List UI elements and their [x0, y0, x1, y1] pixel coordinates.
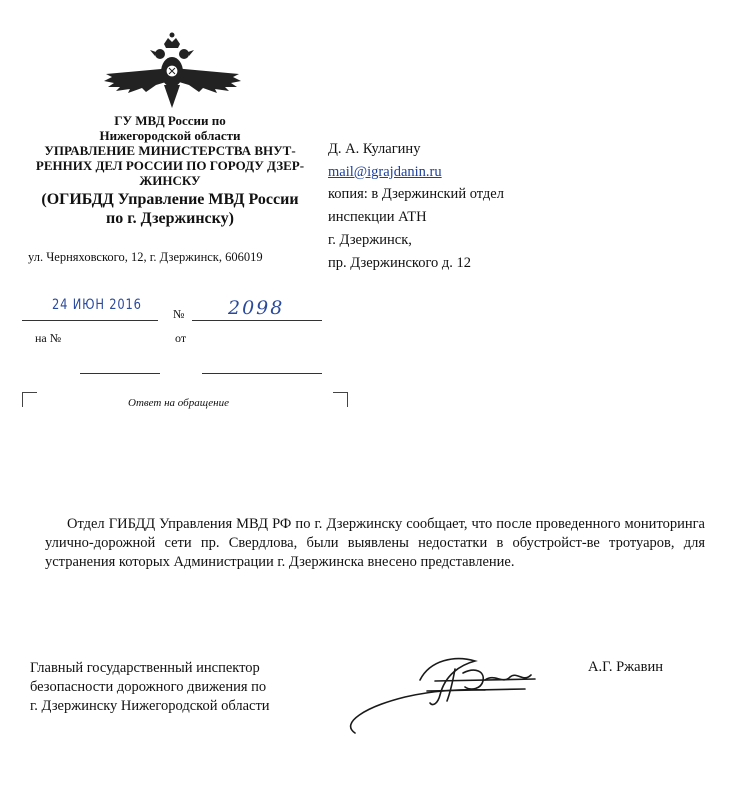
recipient-name: Д. А. Кулагину: [328, 141, 421, 157]
number-line: [192, 320, 322, 321]
number-label: №: [173, 307, 185, 321]
dept-line-2: РЕННИХ ДЕЛ РОССИИ ПО ГОРОДУ ДЗЕР-: [35, 158, 305, 173]
document-number: 2098: [228, 297, 285, 319]
ref-from-label: от: [175, 331, 187, 345]
subject-line: Ответ на обращение: [128, 397, 229, 409]
letter-body: Отдел ГИБДД Управления МВД РФ по г. Дзержинску сообщает, что после проведенного мониторинга улично-дорожной сети пр. Свердлова, были выявлены недостатки в обустройст-ве тротуаров, для устранения которых Администрации г. Дзержинска внесено представление.: [45, 516, 705, 570]
short-line-1: (ОГИБДД Управление МВД России: [41, 191, 299, 208]
dept-short-name: [20, 190, 320, 228]
dept-line-3: ЖИНСКУ: [139, 173, 201, 188]
mvd-emblem-icon: [100, 30, 245, 110]
copy-line-1: копия: в Дзержинский отдел: [328, 186, 504, 203]
recipient-email-link[interactable]: mail@igrajdanin.ru: [328, 163, 442, 180]
copy-line-2: инспекции АТН: [328, 209, 427, 226]
dept-name: [20, 143, 320, 188]
title-line-1: Главный государственный инспектор: [30, 660, 260, 676]
signatory-title: [30, 659, 270, 716]
subject-bracket-left: [22, 392, 37, 407]
copy-line-4: пр. Дзержинского д. 12: [328, 254, 472, 271]
subject-bracket-right: [333, 392, 348, 407]
short-line-2: по г. Дзержинску): [106, 210, 234, 227]
dept-line-1: УПРАВЛЕНИЕ МИНИСТЕРСТВА ВНУТ-: [44, 143, 296, 158]
title-line-3: г. Дзержинску Нижегородской области: [30, 698, 270, 714]
org-line-1: ГУ МВД России по: [114, 113, 226, 128]
handwritten-signature-icon: [335, 645, 550, 740]
title-line-2: безопасности дорожного движения по: [30, 679, 267, 695]
signatory-name: А.Г. Ржавин: [588, 659, 663, 675]
date-line: [22, 320, 158, 321]
org-name: [20, 113, 320, 143]
sender-address: ул. Черняховского, 12, г. Дзержинск, 606019: [28, 250, 263, 264]
ref-number-label: на №: [35, 331, 62, 345]
recipient-block: [328, 138, 504, 274]
copy-line-3: г. Дзержинск,: [328, 231, 412, 248]
ref-number-line: [80, 373, 160, 374]
org-line-2: Нижегородской области: [99, 128, 241, 143]
date-stamp: 24 ИЮН 2016: [52, 297, 142, 313]
ref-date-line: [202, 373, 322, 374]
